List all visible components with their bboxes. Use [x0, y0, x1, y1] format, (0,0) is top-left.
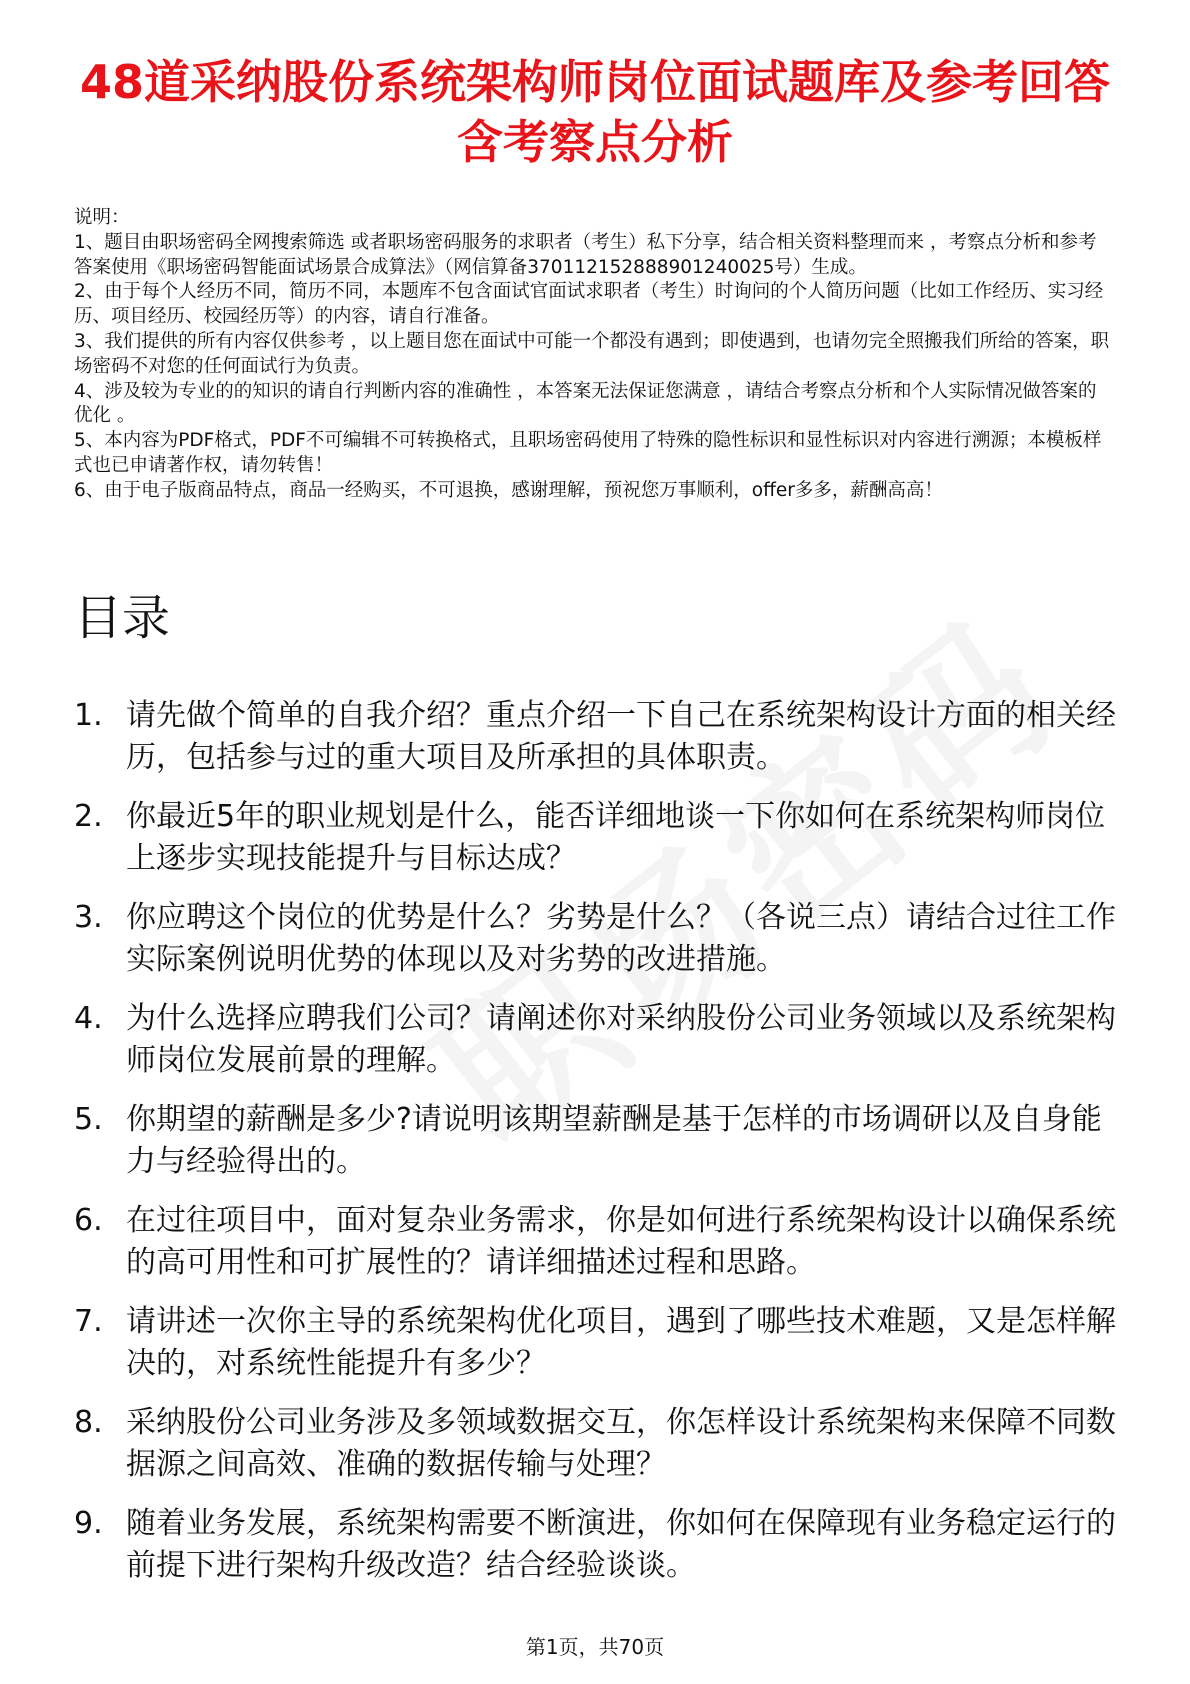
toc-item-number: 2.	[74, 799, 103, 834]
toc-item[interactable]	[74, 998, 1124, 1082]
toc-item[interactable]	[74, 1099, 1124, 1183]
toc-item-number: 3.	[74, 900, 103, 935]
notes-section	[74, 206, 1114, 504]
toc-item-number: 9.	[74, 1506, 103, 1541]
toc-item[interactable]	[74, 695, 1124, 779]
toc-item[interactable]	[74, 1402, 1124, 1486]
page-title: 48道采纳股份系统架构师岗位面试题库及参考回答含考察点分析	[79, 55, 1110, 169]
notes-line: 3、我们提供的所有内容仅供参考 ，以上题目您在面试中可能一个都没有遇到；即使遇到，也请勿完全照搬我们所给的答案，职场密码不对您的任何面试行为负责。	[74, 330, 1110, 377]
notes-line: 2、由于每个人经历不同，简历不同，本题库不包含面试官面试求职者（考生）时询问的个人简历问题（比如工作经历、实习经历、项目经历、校园经历等）的内容，请自行准备。	[74, 281, 1104, 328]
toc-list	[74, 695, 1124, 1604]
toc-item-number: 5.	[74, 1102, 103, 1137]
notes-line: 5、本内容为PDF格式，PDF不可编辑不可转换格式，且职场密码使用了特殊的隐性标识和显性标识对内容进行溯源；本模板样式也已申请著作权，请勿转售！	[74, 430, 1102, 476]
notes-line: 4、涉及较为专业的的知识的请自行判断内容的准确性 ，本答案无法保证您满意 ，请结合考察点分析和个人实际情况做答案的优化 。	[74, 380, 1097, 427]
toc-item-text: 请先做个简单的自我介绍？重点介绍一下自己在系统架构设计方面的相关经历，包括参与过的重大项目及所承担的具体职责。	[126, 698, 1116, 775]
toc-item-number: 4.	[74, 1001, 103, 1036]
toc-item-text: 随着业务发展，系统架构需要不断演进，你如何在保障现有业务稳定运行的前提下进行架构升级改造？结合经验谈谈。	[126, 1506, 1116, 1583]
toc-item-text: 采纳股份公司业务涉及多领域数据交互，你怎样设计系统架构来保障不同数据源之间高效、准确的数据传输与处理？	[126, 1405, 1116, 1482]
notes-line: 1、题目由职场密码全网搜索筛选 或者职场密码服务的求职者（考生）私下分享，结合相关资料整理而来 ，考察点分析和参考答案使用《职场密码智能面试场景合成算法》（网信算备370112152888901240025号）生成。	[74, 231, 1097, 278]
toc-item-number: 8.	[74, 1405, 103, 1440]
toc-item[interactable]	[74, 897, 1124, 981]
toc-item[interactable]	[74, 1503, 1124, 1587]
toc-item[interactable]	[74, 796, 1124, 880]
toc-item-number: 1.	[74, 698, 103, 733]
toc-item-number: 7.	[74, 1304, 103, 1339]
toc-item[interactable]	[74, 1301, 1124, 1385]
notes-line: 说明：	[74, 207, 130, 228]
toc-item-text: 你期望的薪酬是多少?请说明该期望薪酬是基于怎样的市场调研以及自身能力与经验得出的。	[126, 1102, 1102, 1179]
toc-item[interactable]	[74, 1200, 1124, 1284]
toc-item-number: 6.	[74, 1203, 103, 1238]
toc-item-text: 为什么选择应聘我们公司？请阐述你对采纳股份公司业务领域以及系统架构师岗位发展前景的理解。	[126, 1001, 1116, 1078]
notes-line: 6、由于电子版商品特点，商品一经购买，不可退换，感谢理解，预祝您万事顺利，offer多多，薪酬高高！	[74, 479, 943, 501]
toc-item-text: 你应聘这个岗位的优势是什么？劣势是什么？（各说三点）请结合过往工作实际案例说明优势的体现以及对劣势的改进措施。	[126, 900, 1116, 977]
toc-item-text: 你最近5年的职业规划是什么，能否详细地谈一下你如何在系统架构师岗位上逐步实现技能提升与目标达成？	[126, 799, 1106, 876]
toc-item-text: 请讲述一次你主导的系统架构优化项目，遇到了哪些技术难题，又是怎样解决的，对系统性能提升有多少？	[126, 1304, 1116, 1381]
toc-heading: 目录	[74, 590, 171, 646]
page-footer: 第1页，共70页	[525, 1635, 665, 1659]
toc-item-text: 在过往项目中，面对复杂业务需求，你是如何进行系统架构设计以确保系统的高可用性和可扩展性的？请详细描述过程和思路。	[126, 1203, 1116, 1280]
